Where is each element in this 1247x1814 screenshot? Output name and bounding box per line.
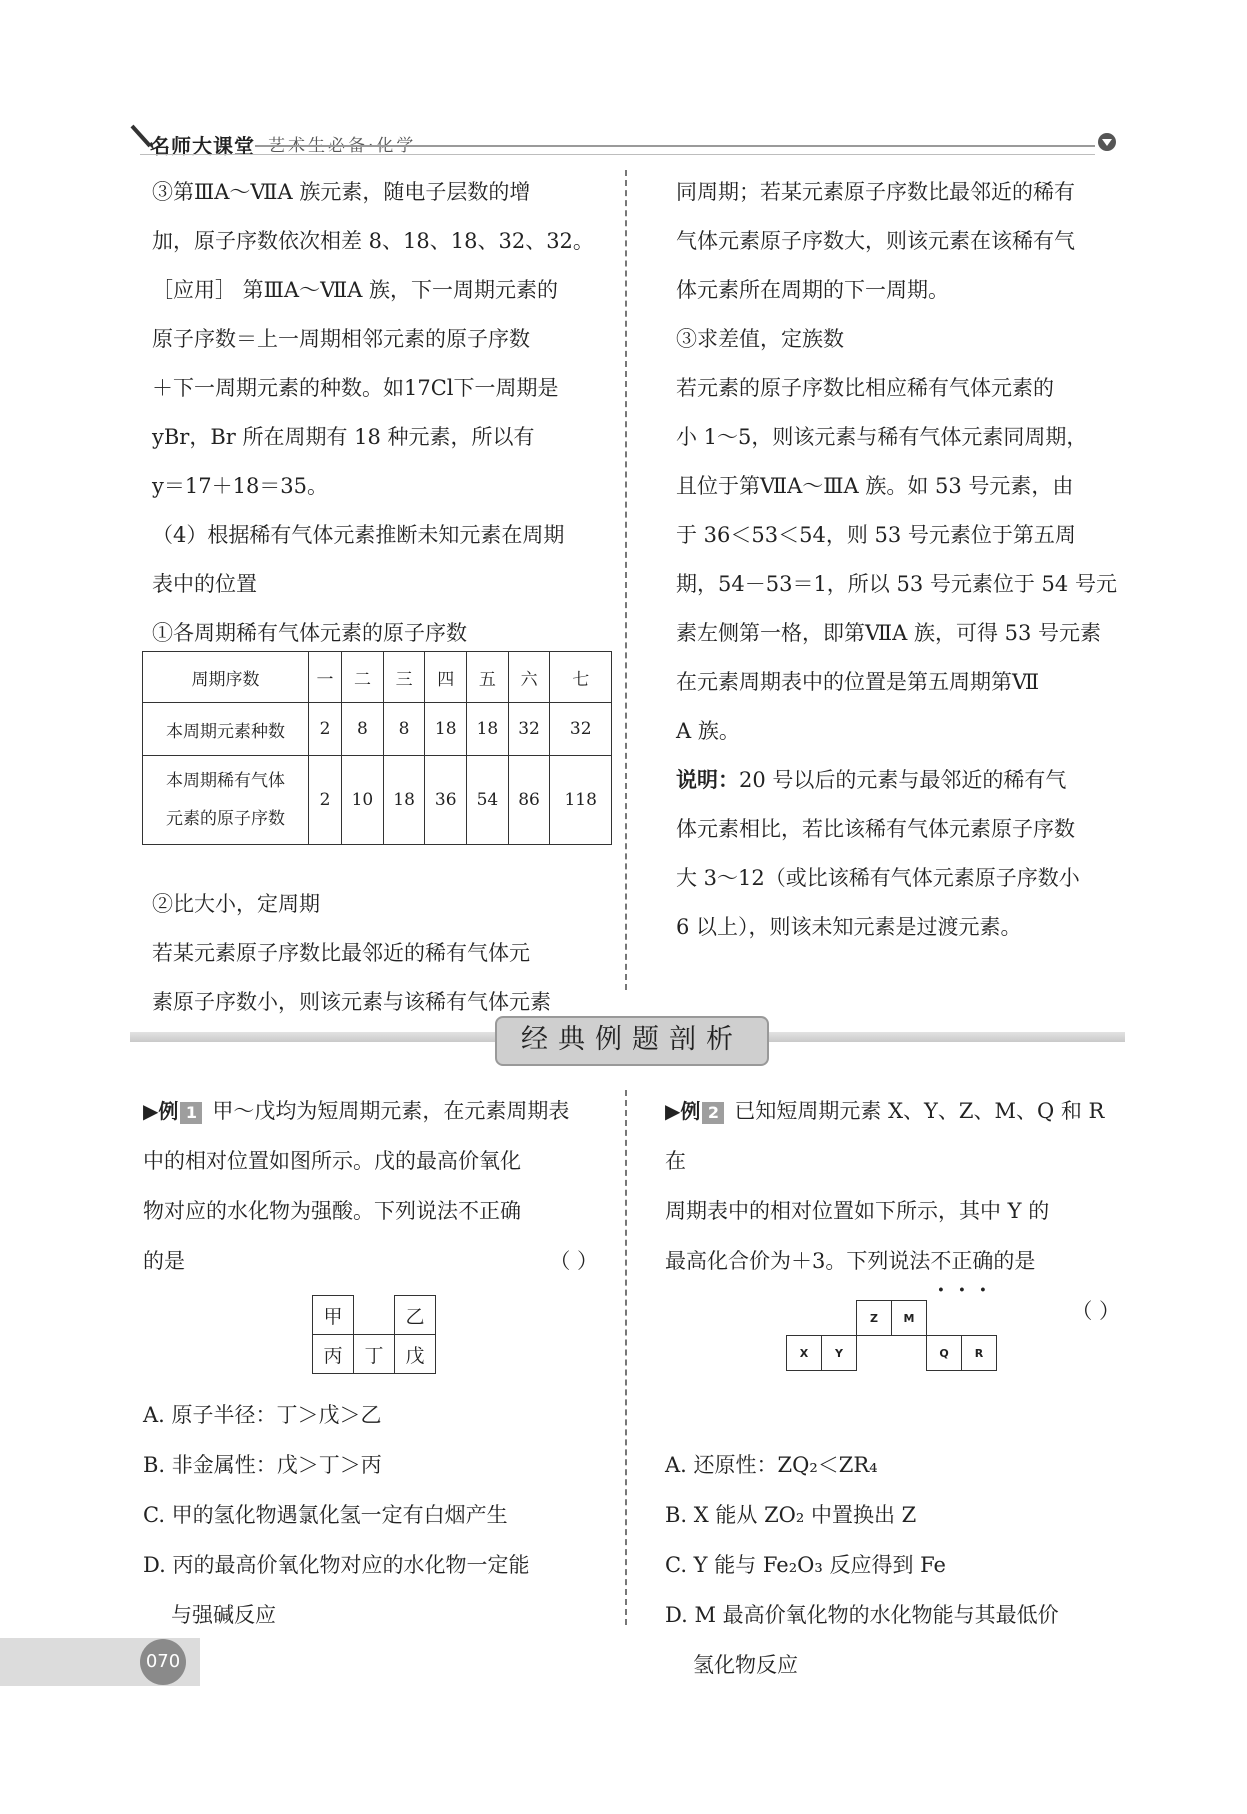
text-line: 6 以上），则该未知元素是过渡元素。 [676,915,1022,939]
grid-cell: X [787,1336,822,1371]
grid-cell: R [962,1336,997,1371]
grid-cell: M [892,1301,927,1336]
grid-cell-empty [892,1336,927,1371]
note-label: 说明： [676,768,739,792]
table-cell: 32 [550,703,612,756]
table-cell: 三 [383,652,425,703]
cell-line: 本周期稀有气体 [166,771,285,791]
option-c: C. 甲的氢化物遇氯化氢一定有白烟产生 [143,1503,508,1527]
grid-cell: Z [857,1301,892,1336]
text-line: A 族。 [676,719,740,743]
table-cell [143,756,309,845]
brand-name: 名师大课堂 [150,134,255,158]
emphasis-char: 确 [972,1249,994,1273]
question-line [143,1086,598,1136]
book-subtitle: 艺术生必备·化学 [268,136,417,156]
table-cell: 18 [425,703,467,756]
emphasis-char: 不 [930,1249,952,1273]
page-number: 070 [140,1639,186,1685]
text-line: 同周期；若某元素原子序数比最邻近的稀有 [676,180,1075,204]
text-line: 表中的位置 [152,572,257,596]
text-line: ＋下一周期元素的种数。如17Cl下一周期是 [152,376,559,400]
text-line: ③第ⅢA～ⅦA 族元素，随电子层数的增 [152,180,531,204]
table-cell: 本周期元素种数 [143,703,309,756]
example-number: 1 [180,1102,202,1124]
question-line [143,1236,598,1286]
text-line: y＝17＋18＝35。 [152,474,329,498]
table-cell: 18 [383,756,425,845]
grid-cell-empty [927,1301,962,1336]
element-position-grid-1 [312,1295,436,1374]
grid-cell-empty [962,1301,997,1336]
answer-paren: （ ） [1071,1299,1120,1323]
text-line: 加，原子序数依次相差 8、18、18、32、32。 [152,229,594,253]
table-cell: 2 [309,703,342,756]
question-line: 中的相对位置如图所示。戊的最高价氧化 [143,1149,521,1173]
example-number: 2 [702,1102,724,1124]
emphasis-char: 正 [951,1249,973,1273]
example-2 [665,1086,1120,1690]
question-text: 的是 [143,1249,185,1273]
grid-row [313,1296,436,1335]
grid-cell: 丙 [313,1335,354,1374]
example-label: 例 [680,1099,701,1123]
table-cell: 8 [383,703,425,756]
text-line: 体元素相比，若比该稀有气体元素原子序数 [676,817,1075,841]
option-d: D. 丙的最高价氧化物对应的水化物一定能 [143,1553,530,1577]
text-line: 若元素的原子序数比相应稀有气体元素的 [676,376,1054,400]
example-label: 例 [158,1099,179,1123]
table-row [143,703,612,756]
question-text: 甲～戊均为短周期元素，在元素周期表 [212,1099,570,1123]
text-line: 且位于第ⅦA～ⅢA 族。如 53 号元素，由 [676,474,1074,498]
text-line: yBr，Br 所在周期有 18 种元素，所以有 [152,425,535,449]
grid-cell: Q [927,1336,962,1371]
answer-paren: （ ） [549,1249,598,1273]
note-line [676,756,1126,805]
text-line: 于 36＜53＜54，则 53 号元素位于第五周 [676,523,1076,547]
table-cell: 18 [467,703,509,756]
question-text: 的是 [993,1249,1036,1273]
text-span: 20 号以后的元素与最邻近的稀有气 [739,768,1067,792]
example-tag: ▶例 1 [143,1086,202,1136]
grid-row [313,1335,436,1374]
section-banner [130,1020,1125,1066]
text-line: 小 1～5，则该元素与稀有气体元素同周期， [676,425,1088,449]
grid-cell: 甲 [313,1296,354,1335]
text-line: 素原子序数小，则该元素与该稀有气体元素 [152,990,551,1014]
grid-cell-empty [787,1301,822,1336]
text-line: ［应用］ 第ⅢA～ⅦA 族，下一周期元素的 [152,278,559,302]
table-cell: 六 [508,652,550,703]
table-cell: 54 [467,756,509,845]
table-cell: 8 [342,703,384,756]
question-line: 物对应的水化物为强酸。下列说法不正确 [143,1199,521,1223]
header-rule [255,145,1095,147]
header-rule-thin [140,154,1095,155]
question-line [665,1236,1120,1286]
table-cell: 五 [467,652,509,703]
table-cell: 10 [342,756,384,845]
text-line: ②比大小，定周期 [152,892,320,916]
table-cell: 36 [425,756,467,845]
option-c: C. Y 能与 Fe₂O₃ 反应得到 Fe [665,1553,946,1577]
text-line: ①各周期稀有气体元素的原子序数 [152,621,467,645]
table-cell: 118 [550,756,612,845]
page-header [120,120,1125,160]
text-line: 若某元素原子序数比最邻近的稀有气体元 [152,941,530,965]
question-text: 已知短周期元素 X、Y、Z、M、Q 和 R 在 [665,1099,1105,1173]
grid-row [787,1301,997,1336]
right-column [676,168,1126,952]
grid-cell-empty [822,1301,857,1336]
grid-cell: Y [822,1336,857,1371]
text-line: 期，54－53＝1，所以 53 号元素位于 54 号元 [676,572,1117,596]
grid-cell-empty [354,1296,395,1335]
text-line: 气体元素原子序数大，则该元素在该稀有气 [676,229,1075,253]
column-divider [625,170,627,990]
example-tag: ▶例 2 [665,1086,724,1136]
option-d: D. M 最高价氧化物的水化物能与其最低价 [665,1603,1059,1627]
text-line: 大 3～12（或比该稀有气体元素原子序数小 [676,866,1080,890]
text-line: 体元素所在周期的下一周期。 [676,278,949,302]
option-d-cont: 氢化物反应 [693,1653,798,1677]
table-cell: 二 [342,652,384,703]
grid-cell: 乙 [395,1296,436,1335]
text-line: 素左侧第一格，即第ⅦA 族，可得 53 号元素 [676,621,1102,645]
text-line: ③求差值，定族数 [676,327,844,351]
cell-line: 元素的原子序数 [166,809,285,829]
option-a: A. 还原性：ZQ₂＜ZR₄ [665,1453,878,1477]
question-line: 周期表中的相对位置如下所示，其中 Y 的 [665,1199,1050,1223]
table-row [143,756,612,845]
question-text: 最高化合价为＋3。下列说法 [665,1249,931,1273]
table-cell: 周期序数 [143,652,309,703]
question-line [665,1086,1120,1186]
left-column [152,168,602,1027]
grid-cell: 戊 [395,1335,436,1374]
table-cell: 86 [508,756,550,845]
table-cell: 七 [550,652,612,703]
section-title: 经典例题剖析 [495,1016,769,1066]
grid-row [787,1336,997,1371]
table-cell: 2 [309,756,342,845]
grid-cell: 丁 [354,1335,395,1374]
column-divider [625,1090,627,1625]
table-cell: 一 [309,652,342,703]
table-cell: 32 [508,703,550,756]
table-row [143,652,612,703]
element-position-grid-2 [786,1300,997,1371]
text-line: 在元素周期表中的位置是第五周期第Ⅶ [676,670,1040,694]
noble-gas-period-table [142,651,612,845]
grid-cell-empty [857,1336,892,1371]
text-line: 原子序数＝上一周期相邻元素的原子序数 [152,327,530,351]
option-a: A. 原子半径：丁＞戊＞乙 [143,1403,382,1427]
text-line: （4）根据稀有气体元素推断未知元素在周期 [152,523,565,547]
option-d-cont: 与强碱反应 [171,1603,276,1627]
chevron-down-icon [1097,132,1117,152]
table-cell: 四 [425,652,467,703]
option-b: B. X 能从 ZO₂ 中置换出 Z [665,1503,917,1527]
option-b: B. 非金属性：戊＞丁＞丙 [143,1453,382,1477]
